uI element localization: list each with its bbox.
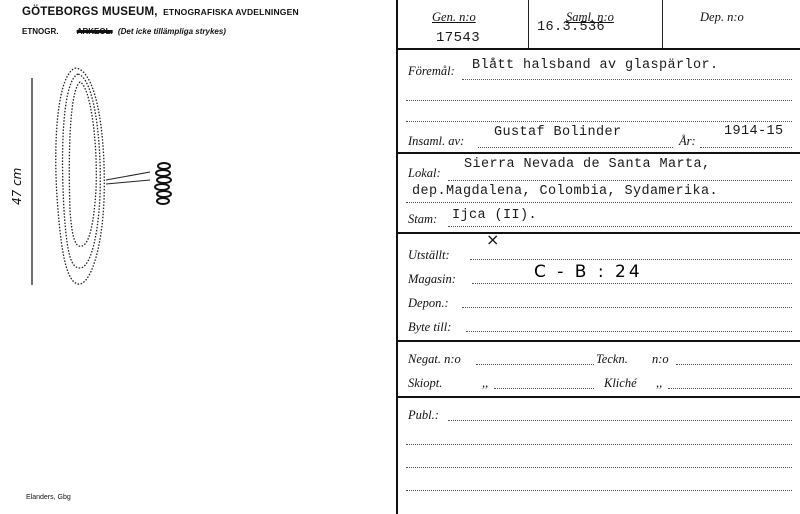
publ-blank-2 — [406, 467, 792, 468]
utstallt-label: Utställt: — [408, 248, 450, 262]
utstallt-mark: × — [486, 230, 500, 249]
category-arkeol-struck: ARKEOL. — [76, 27, 113, 36]
ar-line — [700, 147, 792, 148]
stam-label: Stam: — [408, 212, 438, 226]
byte-bottom-rule — [396, 340, 800, 342]
depon-label: Depon.: — [408, 296, 449, 310]
gen-value: 17543 — [436, 30, 481, 46]
kliche-label: Kliché — [604, 376, 637, 390]
skiopt-line — [494, 388, 594, 389]
header-bottom-rule — [396, 48, 800, 50]
utstallt-line — [470, 259, 792, 260]
dimension-note: 47 cm — [10, 167, 24, 205]
negat-line — [476, 364, 594, 365]
stam-bottom-rule — [396, 232, 800, 234]
publ-line — [448, 420, 792, 421]
leader-line-2 — [106, 180, 150, 184]
magasin-line — [472, 283, 792, 284]
skiopt-label: Skiopt. — [408, 376, 443, 390]
printer-imprint: Elanders, Gbg — [26, 494, 71, 501]
museum-name — [22, 6, 299, 18]
lokal-dotline-1 — [448, 180, 792, 181]
ar-label: År: — [679, 134, 696, 148]
blank-line-2 — [406, 121, 792, 122]
category-line — [22, 27, 226, 36]
stam-value: Ijca (II). — [452, 208, 538, 223]
skiopt-bottom-rule — [396, 396, 800, 398]
foremal-line — [462, 79, 792, 80]
leader-line — [106, 172, 150, 180]
blank-line-1 — [406, 100, 792, 101]
foremal-value: Blått halsband av glaspärlor. — [472, 58, 719, 73]
department-name: ETNOGRAFISKA AVDELNINGEN — [163, 7, 299, 17]
header-divider-1 — [528, 0, 529, 48]
publ-blank-1 — [406, 444, 792, 445]
lokal-label: Lokal: — [408, 166, 441, 180]
header-divider-2 — [662, 0, 663, 48]
ar-value: 1914-15 — [724, 124, 784, 139]
saml-label: Saml. n:o — [566, 10, 614, 24]
kliche-line — [668, 388, 792, 389]
foremal-label: Föremål: — [408, 64, 455, 78]
skiopt-ditto: ,, — [482, 376, 489, 390]
magasin-label: Magasin: — [408, 272, 456, 286]
teckn-label: Teckn. — [596, 352, 628, 366]
insaml-line — [478, 147, 673, 148]
necklace-middle-strand — [63, 74, 101, 268]
saml-value: 16.3.536 — [537, 20, 606, 35]
card-left-border — [396, 0, 398, 514]
bead-detail — [155, 163, 171, 204]
lokal-dotline-2 — [406, 202, 792, 203]
negat-label: Negat. n:o — [408, 352, 461, 366]
depon-line — [462, 307, 792, 308]
gen-label: Gen. n:o — [432, 10, 476, 24]
kliche-ditto: ,, — [656, 376, 663, 390]
strike-note: (Det icke tillämpliga strykes) — [117, 27, 226, 36]
stam-line — [448, 226, 792, 227]
insaml-label: Insaml. av: — [408, 134, 465, 148]
insaml-bottom-rule — [396, 152, 800, 154]
necklace-sketch — [18, 60, 188, 295]
insaml-value: Gustaf Bolinder — [494, 125, 622, 140]
lokal-line2: dep.Magdalena, Colombia, Sydamerika. — [412, 184, 719, 199]
dep-label: Dep. n:o — [700, 10, 744, 24]
publ-blank-3 — [406, 490, 792, 491]
teckn-no-label: n:o — [652, 352, 669, 366]
magasin-value: C - B : 24 — [534, 262, 643, 282]
category-etnogr: ETNOGR. — [22, 27, 59, 36]
lokal-line1: Sierra Nevada de Santa Marta, — [464, 157, 711, 172]
necklace-inner-strand — [69, 82, 96, 246]
teckn-line — [676, 364, 792, 365]
museum-title: GÖTEBORGS MUSEUM, — [22, 6, 158, 18]
publ-label: Publ.: — [408, 408, 439, 422]
byte-line — [466, 331, 792, 332]
byte-label: Byte till: — [408, 320, 452, 334]
